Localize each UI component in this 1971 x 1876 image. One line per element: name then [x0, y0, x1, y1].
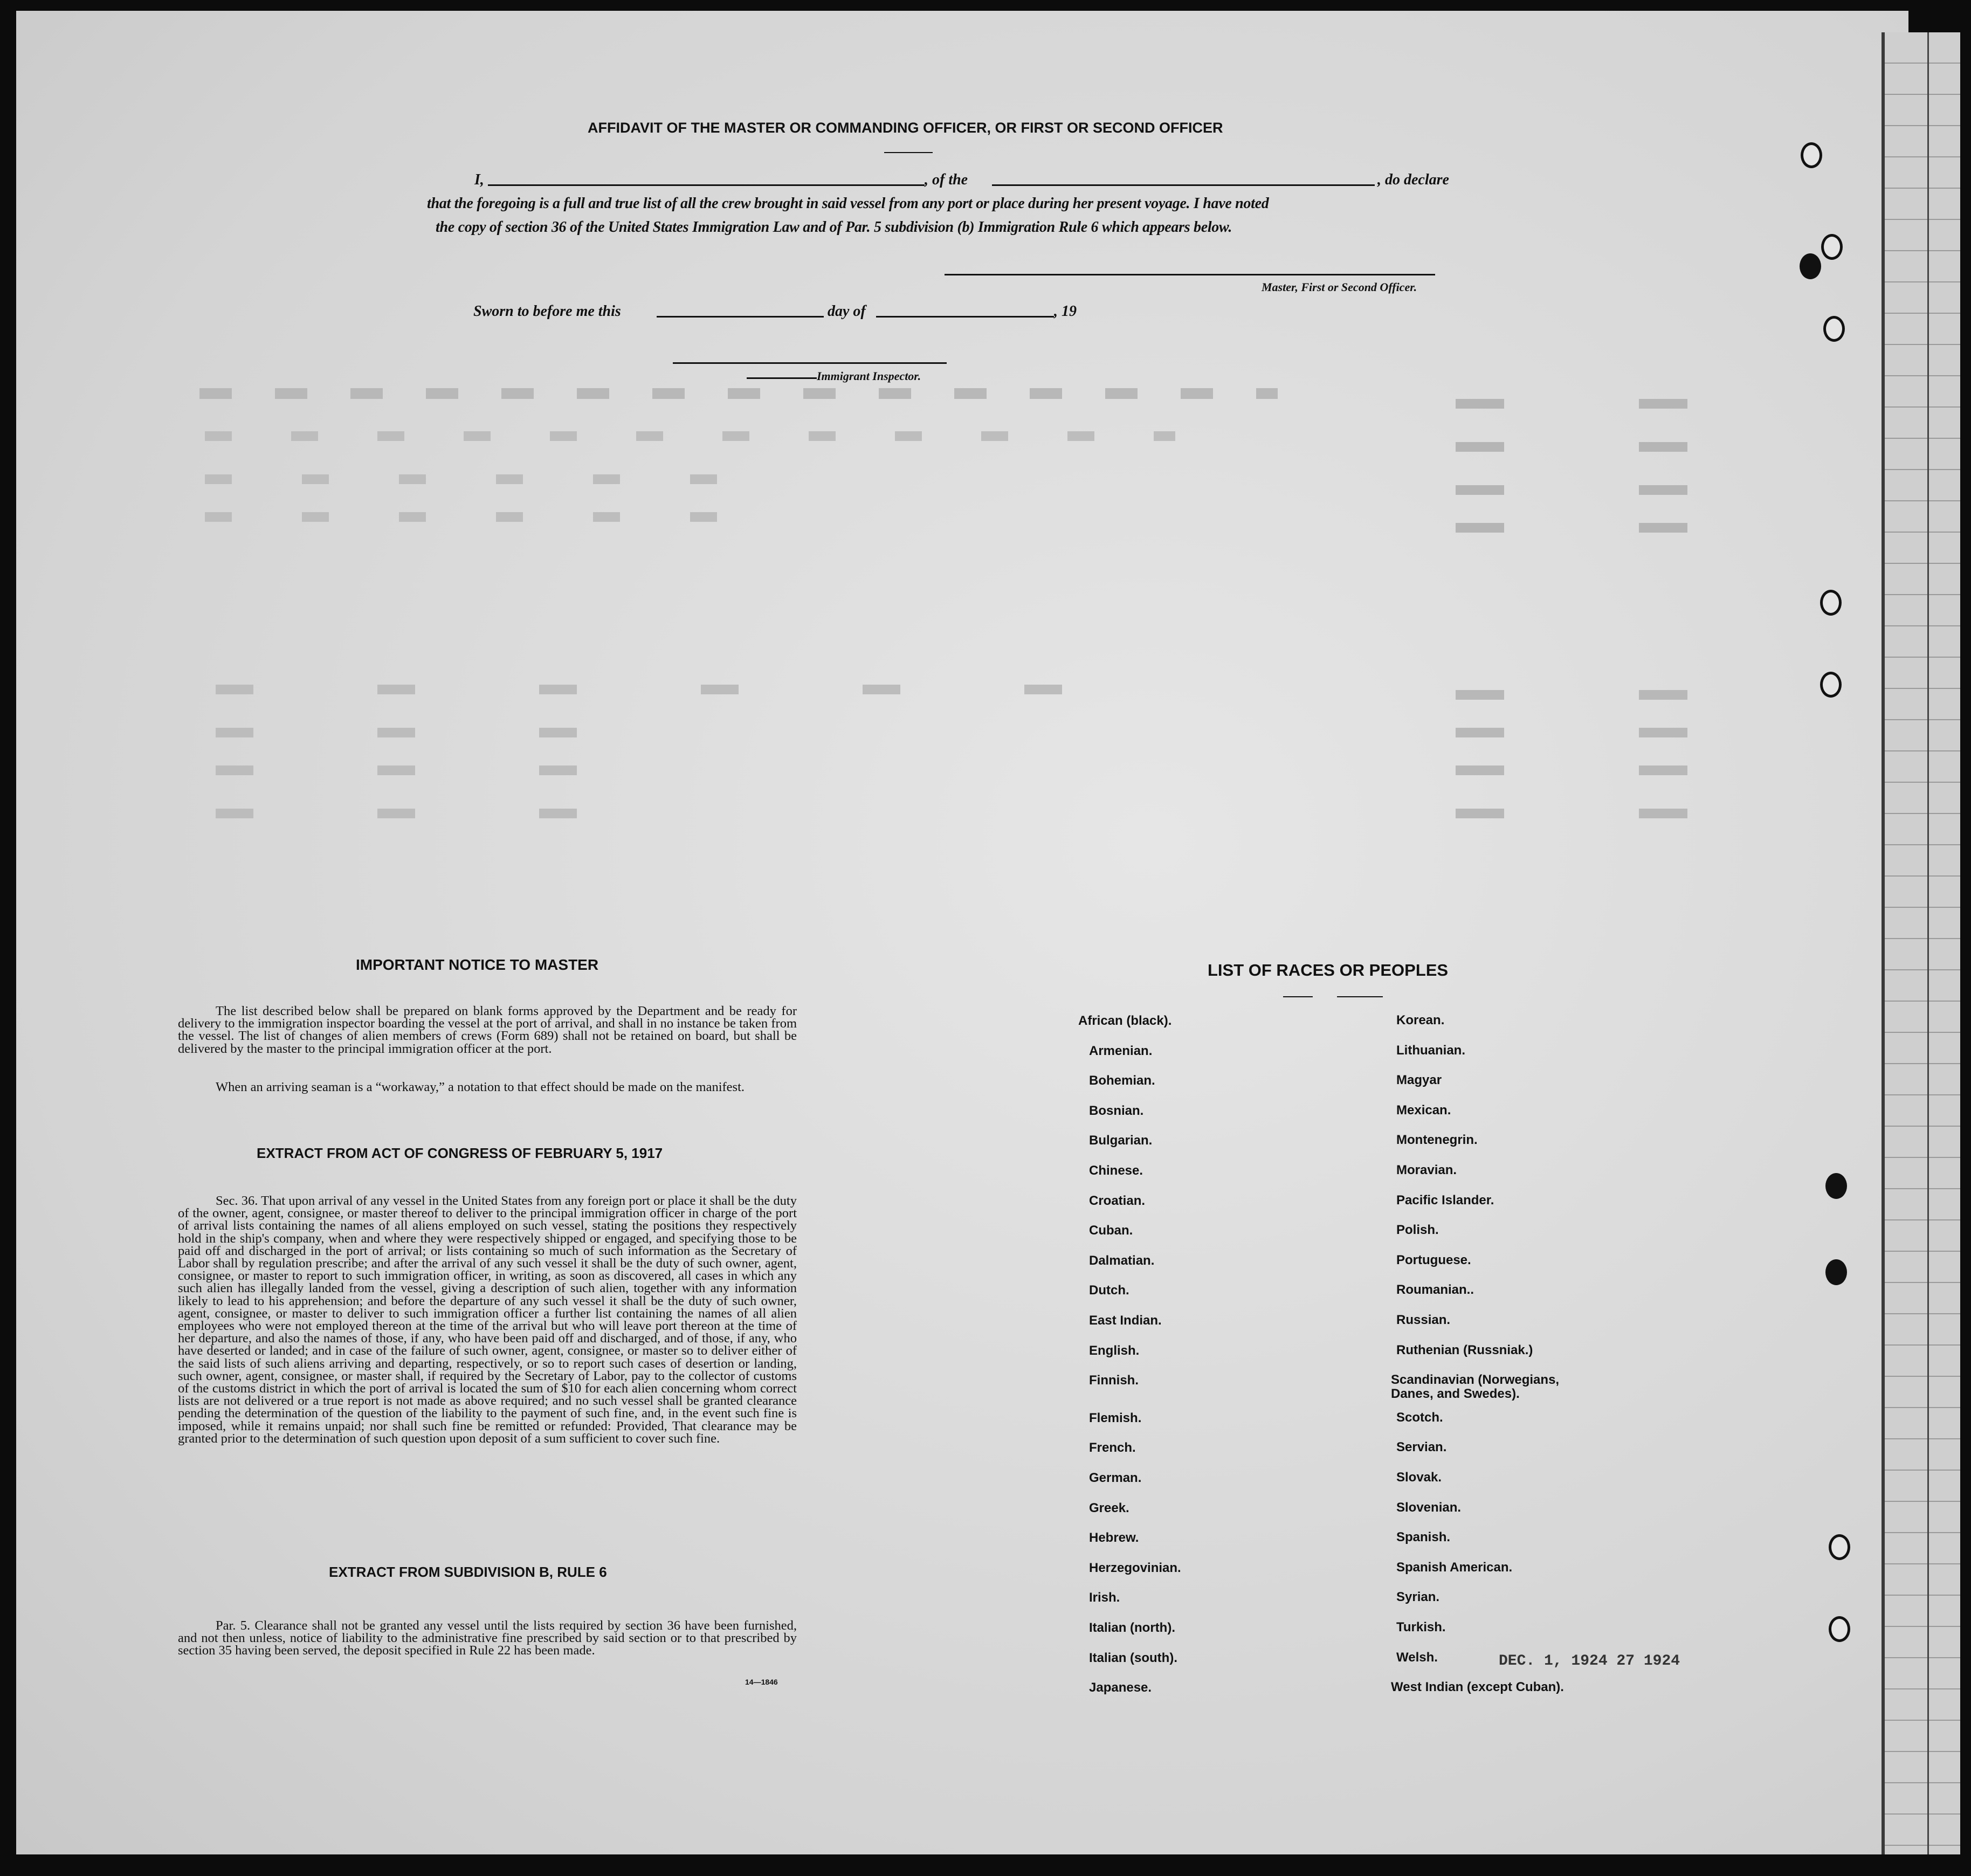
do-declare-label: , do declare: [1377, 171, 1449, 188]
race-item: Dalmatian.: [1089, 1253, 1155, 1268]
binder-hole: [1801, 142, 1822, 168]
affidavit-line-2: that the foregoing is a full and true list of all the crew brought in said vessel from any port or place during her present voyage. I have noted: [427, 195, 1269, 212]
race-item: Armenian.: [1089, 1043, 1153, 1058]
race-item: Chinese.: [1089, 1163, 1143, 1178]
binder-hole: [1829, 1534, 1850, 1560]
race-item: African (black).: [1078, 1013, 1172, 1028]
race-item: Dutch.: [1089, 1283, 1129, 1298]
race-item: Croatian.: [1089, 1193, 1146, 1208]
sworn-day-line: [657, 316, 824, 318]
extract-act-text: Sec. 36. That upon arrival of any vessel in the United States from any foreign port or place it shall be the duty of the owner, agent, consignee, or master thereof to deliver to the principal immigration officer in charge of the port of arrival lists containing the names of all aliens employed on such vessel, stating the positions they respectively hold in the ship's company, when and where they were respectively shipped or engaged, and specifying those to be paid off and discharged in the port of arrival; or lists containing so much of such information as the Secretary of Labor shall by regulation prescribe; and after the arrival of any such vessel it shall be the duty of such owner, agent, consignee, or master to report to such immigration officer, in writing, as soon as discovered, all cases in which any such alien has illegally landed from the vessel, giving a description of such alien, together with any information likely to lead to his apprehension; and before the departure of any such vessel it shall be the duty of such owner, agent, consignee, or master to deliver to such immigration officer a further list containing the names of all alien employees who were not employed thereon at the time of the arrival but who will leave port thereon at the time of her departure, and also the names of those, if any, who have been paid off and discharged, and of those, if any, who have deserted or landed; and in case of the failure of such owner, agent, consignee, or master so to deliver either of the said lists of such aliens arriving and departing, respectively, or so to report such cases of desertion or landing, such owner, agent, consignee, or master shall, if required by the Secretary of Labor, pay to the collector of customs of the customs district in which the port of arrival is located the sum of $10 for each alien concerning whom correct lists are not delivered or a true report is not made as above required; and no such vessel shall be granted clearance pending the determination of the question of the liability to the payment of such fine, and, in the event such fine is imposed, while it remains unpaid; nor shall such fine be remitted or refunded: Provided, That clearance may be granted prior to the determination of such question upon deposit of a sum sufficient to cover such fine.: [178, 1194, 797, 1446]
race-item: Scotch.: [1396, 1410, 1443, 1425]
race-item: Moravian.: [1396, 1163, 1457, 1177]
title-rule: [884, 152, 933, 153]
races-rule: [1337, 996, 1383, 997]
race-item: Cuban.: [1089, 1223, 1133, 1238]
race-item: Finnish.: [1089, 1373, 1139, 1388]
form-number: 14—1846: [745, 1678, 778, 1686]
extract-rule-text: Par. 5. Clearance shall not be granted any vessel until the lists required by section 36 have been furnished, and not then unless, notice of liability to the administrative fine prescribed by said section or to that prescribed by section 35 having been served, the deposit specified in Rule 22 has been made.: [178, 1618, 797, 1658]
race-item: Turkish.: [1396, 1620, 1446, 1634]
race-item: Slovak.: [1396, 1470, 1442, 1485]
race-item: French.: [1089, 1440, 1136, 1456]
extract-rule-heading: EXTRACT FROM SUBDIVISION B, RULE 6: [329, 1564, 607, 1580]
races-rule: [1283, 996, 1313, 997]
binder-hole: [1820, 590, 1842, 616]
race-item: Irish.: [1089, 1590, 1120, 1605]
vessel-name-line: [992, 184, 1375, 186]
of-the-label: , of the: [925, 171, 968, 188]
race-item: Magyar: [1396, 1073, 1442, 1088]
binder-hole: [1823, 316, 1845, 342]
race-item: Bosnian.: [1089, 1103, 1144, 1118]
inspector-prefix-line: [747, 377, 817, 379]
race-item: Mexican.: [1396, 1102, 1451, 1118]
race-item: Greek.: [1089, 1500, 1129, 1515]
race-item: Hebrew.: [1089, 1530, 1139, 1546]
race-item: English.: [1089, 1343, 1140, 1358]
affidavit-line-3: the copy of section 36 of the United States Immigration Law and of Par. 5 subdivision (b) Immigration Rule 6 which appears below.: [436, 219, 1232, 236]
race-item: Italian (north).: [1089, 1620, 1175, 1635]
race-item: Portuguese.: [1396, 1252, 1471, 1267]
day-of-label: day of: [828, 303, 866, 320]
binder-hole: [1825, 1259, 1847, 1285]
race-item: East Indian.: [1089, 1313, 1162, 1328]
race-item: Spanish.: [1396, 1530, 1451, 1545]
page-edge-rule: [1927, 32, 1929, 1854]
race-item: Italian (south).: [1089, 1650, 1177, 1665]
race-item: Montenegrin.: [1396, 1133, 1478, 1148]
signature-line: [945, 274, 1435, 275]
sworn-month-line: [876, 316, 1054, 318]
race-item: Korean.: [1396, 1013, 1445, 1027]
race-item: German.: [1089, 1471, 1142, 1485]
inspector-label: Immigrant Inspector.: [817, 369, 921, 383]
document-sheet: [16, 11, 1908, 1854]
race-item: Bulgarian.: [1089, 1133, 1153, 1148]
declarant-prefix: I,: [474, 171, 484, 188]
race-item: Pacific Islander.: [1396, 1192, 1494, 1208]
affidavit-title: AFFIDAVIT OF THE MASTER OR COMMANDING OFFICER, OR FIRST OR SECOND OFFICER: [588, 120, 1223, 136]
received-stamp: DEC. 1, 1924 27 1924: [1499, 1653, 1680, 1670]
next-page-edge: [1882, 32, 1960, 1854]
race-item: Slovenian.: [1396, 1500, 1462, 1515]
race-item: Ruthenian (Russniak.): [1396, 1342, 1533, 1357]
sworn-label: Sworn to before me this: [473, 303, 621, 320]
declarant-name-line: [488, 184, 925, 186]
binder-hole: [1825, 1173, 1847, 1199]
race-item: Lithuanian.: [1396, 1043, 1465, 1058]
signature-label: Master, First or Second Officer.: [1262, 280, 1417, 294]
race-item: Spanish American.: [1396, 1560, 1513, 1575]
race-item: Scandinavian (Norwegians, Danes, and Swedes).: [1391, 1372, 1560, 1402]
race-item: Flemish.: [1089, 1410, 1142, 1425]
binder-hole: [1800, 253, 1821, 279]
race-item: West Indian (except Cuban).: [1391, 1680, 1564, 1695]
notice-paragraph-2: When an arriving seaman is a “workaway,” a notation to that effect should be made on the manifest.: [216, 1080, 745, 1094]
inspector-signature-line: [673, 362, 947, 364]
race-item: Roumanian..: [1396, 1282, 1474, 1298]
year-label: , 19: [1054, 303, 1077, 320]
race-item: Bohemian.: [1089, 1073, 1155, 1088]
binder-hole: [1820, 672, 1842, 698]
race-item: Servian.: [1396, 1440, 1447, 1455]
race-item: Russian.: [1396, 1313, 1451, 1327]
notice-heading: IMPORTANT NOTICE TO MASTER: [356, 956, 599, 973]
race-item: Japanese.: [1089, 1680, 1152, 1695]
notice-paragraph-1: The list described below shall be prepared on blank forms approved by the Department and be ready for delivery to the immigration inspector boarding the vessel at the port of arrival, and shall in no instance be taken from the vessel. The list of changes of alien members of crews (Form 689) shall not be retained on board, but shall be delivered by the master to the principal immigration officer at the port.: [178, 1004, 797, 1056]
binder-hole: [1829, 1616, 1850, 1642]
race-item: Welsh.: [1396, 1650, 1438, 1665]
race-item: Polish.: [1396, 1223, 1439, 1238]
binder-hole: [1821, 234, 1843, 260]
race-item: Syrian.: [1396, 1590, 1440, 1605]
race-item: Herzegovinian.: [1089, 1560, 1181, 1575]
races-heading: LIST OF RACES OR PEOPLES: [1208, 961, 1449, 980]
extract-act-heading: EXTRACT FROM ACT OF CONGRESS OF FEBRUARY 5, 1917: [257, 1145, 663, 1161]
